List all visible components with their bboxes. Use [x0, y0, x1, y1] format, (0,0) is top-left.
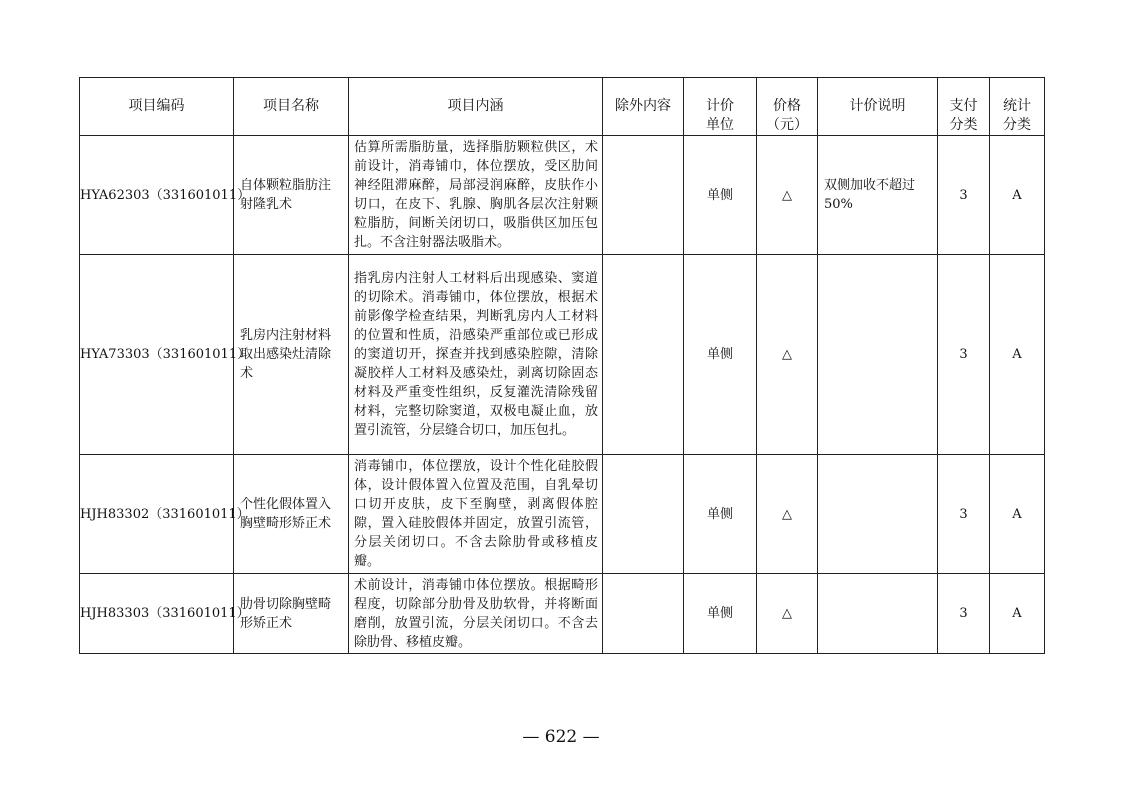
table-row	[80, 255, 1045, 455]
item-code: HJH83303（331601011）	[80, 574, 234, 654]
header-name	[234, 78, 349, 136]
item-name: 个性化假体置入胸壁畸形矫正术	[234, 455, 349, 574]
item-name: 肋骨切除胸壁畸形矫正术	[234, 574, 349, 654]
item-name: 自体颗粒脂肪注射隆乳术	[234, 136, 349, 255]
table-row	[80, 136, 1045, 255]
item-excluded	[603, 574, 684, 654]
item-unit: 单侧	[684, 136, 757, 255]
item-price: △	[757, 255, 818, 455]
header-unit	[684, 78, 757, 136]
item-excluded	[603, 136, 684, 255]
item-stat-class: A	[990, 255, 1045, 455]
item-excluded	[603, 255, 684, 455]
item-unit: 单侧	[684, 574, 757, 654]
item-pricing-note: 双侧加收不超过50%	[818, 136, 938, 255]
header-unit-label: 计价 单位	[706, 98, 734, 133]
header-stat-class	[990, 78, 1045, 136]
item-excluded	[603, 455, 684, 574]
item-payment-class: 3	[938, 574, 990, 654]
item-pricing-note	[818, 255, 938, 455]
header-content	[349, 78, 603, 136]
page-number: — 622 —	[522, 727, 600, 747]
header-row	[80, 78, 1045, 136]
item-code: HYA73303（331601011）	[80, 255, 234, 455]
header-payment-class	[938, 78, 990, 136]
item-stat-class: A	[990, 136, 1045, 255]
item-unit: 单侧	[684, 255, 757, 455]
item-payment-class: 3	[938, 255, 990, 455]
item-payment-class: 3	[938, 455, 990, 574]
header-pricing-note-label: 计价说明	[849, 98, 906, 114]
header-content-label: 项目内涵	[447, 98, 504, 114]
item-price: △	[757, 136, 818, 255]
item-pricing-note	[818, 455, 938, 574]
pricing-table	[79, 77, 1045, 654]
header-stat-class-label: 统计 分类	[1003, 98, 1031, 133]
header-price-label: 价格 （元）	[766, 98, 808, 133]
item-price: △	[757, 455, 818, 574]
item-stat-class: A	[990, 455, 1045, 574]
header-code-label: 项目编码	[128, 98, 185, 114]
item-pricing-note	[818, 574, 938, 654]
item-content: 术前设计，消毒铺巾体位摆放。根据畸形程度，切除部分肋骨及肋软骨，并将断面磨削，放置引流，分层关闭切口。不含去除肋骨、移植皮瓣。	[349, 574, 603, 654]
header-excluded-label: 除外内容	[615, 98, 671, 114]
header-price	[757, 78, 818, 136]
item-stat-class: A	[990, 574, 1045, 654]
item-code: HJH83302（331601011）	[80, 455, 234, 574]
header-excluded	[603, 78, 684, 136]
item-unit: 单侧	[684, 455, 757, 574]
item-content: 估算所需脂肪量，选择脂肪颗粒供区，术前设计，消毒铺巾，体位摆放，受区肋间神经阻滞麻醉，局部浸润麻醉，皮肤作小切口，在皮下、乳腺、胸肌各层次注射颗粒脂肪，间断关闭切口，吸脂供区加压包扎。不含注射器法吸脂术。	[349, 136, 603, 255]
item-content: 指乳房内注射人工材料后出现感染、窦道的切除术。消毒铺巾，体位摆放，根据术前影像学检查结果，判断乳房内人工材料的位置和性质，沿感染严重部位或已形成的窦道切开，探查并找到感染腔隙，清除凝胶样人工材料及感染灶，剥离切除固态材料及严重变性组织，反复灌洗清除残留材料，完整切除窦道，双极电凝止血，放置引流管，分层缝合切口，加压包扎。	[349, 255, 603, 455]
item-name: 乳房内注射材料取出感染灶清除术	[234, 255, 349, 455]
table-row	[80, 455, 1045, 574]
header-name-label: 项目名称	[263, 98, 319, 114]
item-price: △	[757, 574, 818, 654]
header-pricing-note	[818, 78, 938, 136]
item-payment-class: 3	[938, 136, 990, 255]
item-content: 消毒铺巾，体位摆放，设计个性化硅胶假体，设计假体置入位置及范围，自乳晕切口切开皮肤，皮下至胸壁，剥离假体腔隙，置入硅胶假体并固定，放置引流管，分层关闭切口。不含去除肋骨或移植皮瓣。	[349, 455, 603, 574]
header-payment-class-label: 支付 分类	[949, 98, 978, 133]
header-code	[80, 78, 234, 136]
item-code: HYA62303（331601011）	[80, 136, 234, 255]
table-row	[80, 574, 1045, 654]
